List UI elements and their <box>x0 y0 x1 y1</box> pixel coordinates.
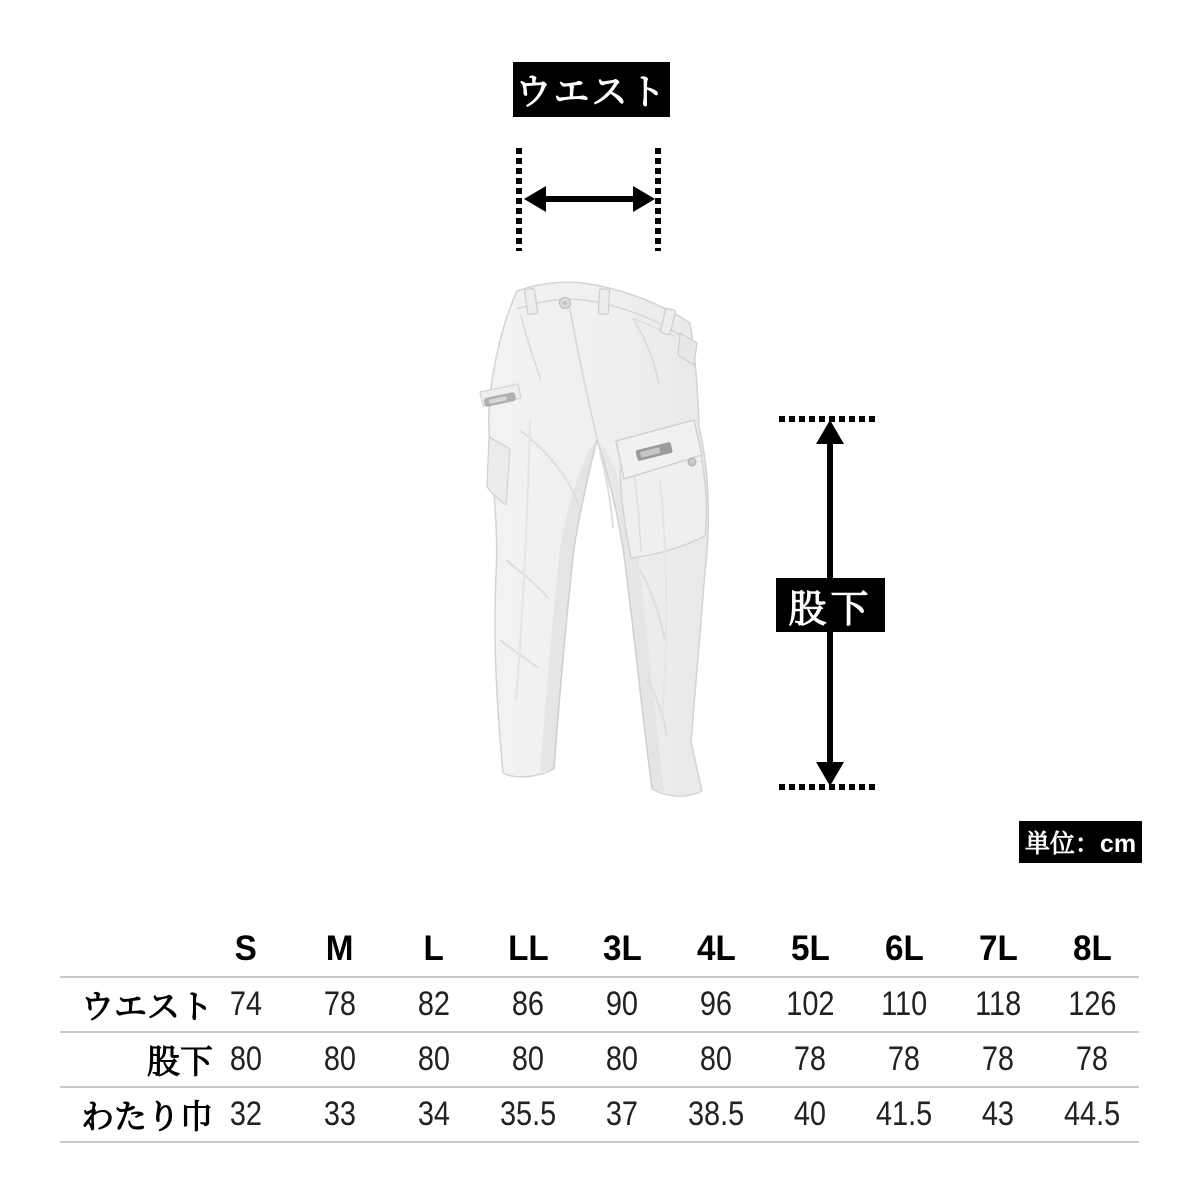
row-label: 股下 <box>147 1043 213 1080</box>
waist-measure-arrow <box>524 186 655 212</box>
size-column-header: 5L <box>790 929 830 968</box>
size-value-cell: 110 <box>880 985 928 1023</box>
size-value-cell: 78 <box>981 1040 1015 1078</box>
size-value-cell: 44.5 <box>1063 1095 1121 1133</box>
unit-badge: 単位：cm <box>1019 821 1142 863</box>
size-value-cell: 34 <box>417 1095 451 1133</box>
size-value-cell: 118 <box>974 985 1022 1023</box>
size-column-header: L <box>423 929 445 968</box>
size-table-header-row <box>60 922 1139 978</box>
size-value-cell: 78 <box>793 1040 827 1078</box>
size-value-cell: 126 <box>1067 985 1117 1023</box>
size-column-header: 7L <box>978 929 1018 968</box>
size-value-cell: 78 <box>323 985 357 1023</box>
size-value-cell: 82 <box>417 985 451 1023</box>
row-label: ウエスト <box>81 988 213 1025</box>
size-value-cell: 80 <box>699 1040 733 1078</box>
size-column-header: 8L <box>1072 929 1112 968</box>
size-column-header: LL <box>507 929 549 968</box>
size-table-row-thigh <box>60 1088 1139 1143</box>
arrow-head-down-icon <box>816 762 844 786</box>
size-value-cell: 96 <box>699 985 733 1023</box>
size-value-cell: 33 <box>323 1095 357 1133</box>
cargo-pants-image <box>468 270 772 815</box>
size-table-row-inseam <box>60 1033 1139 1088</box>
size-column-header: 6L <box>884 929 924 968</box>
waist-measure-label: ウエスト <box>513 62 670 117</box>
size-column-header: M <box>326 929 354 968</box>
size-value-cell: 80 <box>605 1040 639 1078</box>
waist-guide-dotted-line-right <box>655 148 661 251</box>
size-column-header: 3L <box>602 929 642 968</box>
size-value-cell: 80 <box>511 1040 545 1078</box>
size-value-cell: 74 <box>229 985 263 1023</box>
size-column-header: S <box>234 929 258 968</box>
size-value-cell: 35.5 <box>499 1095 557 1133</box>
size-value-cell: 40 <box>793 1095 827 1133</box>
size-value-cell: 78 <box>1075 1040 1109 1078</box>
size-value-cell: 78 <box>887 1040 921 1078</box>
row-label: わたり巾 <box>81 1098 213 1135</box>
size-value-cell: 41.5 <box>875 1095 933 1133</box>
size-value-cell: 43 <box>981 1095 1015 1133</box>
size-value-cell: 80 <box>323 1040 357 1078</box>
size-table-row-waist <box>60 978 1139 1033</box>
size-value-cell: 90 <box>605 985 639 1023</box>
size-value-cell: 86 <box>511 985 545 1023</box>
waist-guide-dotted-line-left <box>516 148 522 251</box>
inseam-measure-label: 股下 <box>776 578 885 632</box>
size-value-cell: 38.5 <box>687 1095 745 1133</box>
arrow-shaft <box>540 196 639 202</box>
arrow-head-right-icon <box>633 186 655 212</box>
size-value-cell: 80 <box>229 1040 263 1078</box>
size-column-header: 4L <box>696 929 736 968</box>
size-value-cell: 80 <box>417 1040 451 1078</box>
size-value-cell: 102 <box>785 985 835 1023</box>
size-table <box>60 922 1139 1143</box>
size-value-cell: 32 <box>229 1095 263 1133</box>
size-value-cell: 37 <box>605 1095 639 1133</box>
